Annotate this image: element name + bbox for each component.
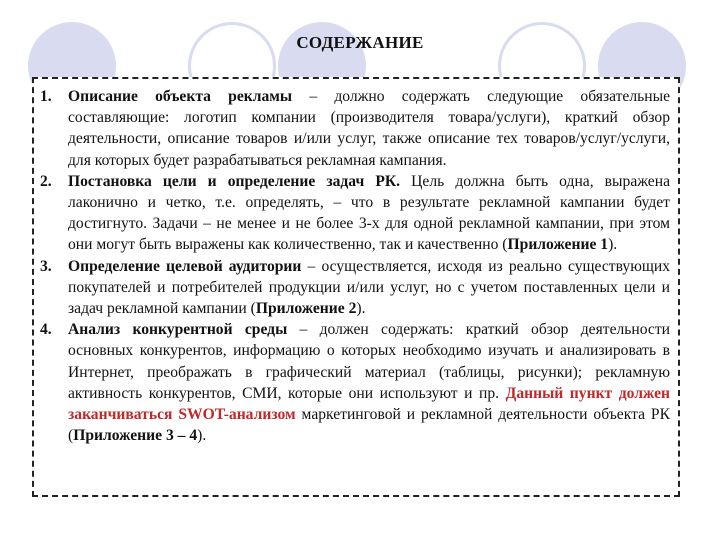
item-heading: Постановка цели и определение задач РК. bbox=[68, 172, 401, 190]
item-tail: ). bbox=[608, 236, 618, 254]
item-text-continued: маркетинговой и рекламной деятельности объекта РК ( bbox=[68, 406, 670, 445]
item-heading: Определение целевой аудитории bbox=[68, 257, 302, 275]
item-tail: ). bbox=[197, 427, 207, 445]
item-number: 3. bbox=[40, 257, 52, 275]
item-text: – должен содержать: краткий обзор деятельности основных конкурентов, информацию о которых необходимо изучать и анализировать в Интернет, преображать в графический материал (таблицы, рисунки); рекламную активность конкурентов, СМИ, которые они используют и пр. bbox=[68, 321, 670, 402]
appendix-ref: Приложение 1 bbox=[507, 236, 609, 254]
item-heading: Описание объекта рекламы bbox=[68, 88, 293, 105]
item-text: – должно содержать следующие обязательные составляющие: логотип компании (производителя товара/услуги), краткий обзор деятельности, описание товаров и/или услуг, также описание тех товаров/услуг/услуги, для которых будет разрабатываться рекламная кампания. bbox=[68, 88, 670, 169]
item-text: – осуществляется, исходя из реально существующих покупателей и потребителей продукции и/или услуг, но с учетом поставленных цели и задач рекламной кампании ( bbox=[68, 257, 670, 318]
item-heading: Анализ конкурентной среды bbox=[68, 321, 288, 339]
list-item bbox=[40, 171, 670, 256]
item-number: 2. bbox=[40, 172, 52, 190]
item-number: 4. bbox=[40, 321, 52, 339]
item-text: Цель должна быть одна, выражена лаконично и четко, т.е. определять, – что в результате рекламной кампании будет достигнуто. Задачи – не менее и не более 3-х для одной рекламной кампании, при этом они могут быть выражены как количественно, так и качественно ( bbox=[68, 172, 670, 254]
list-item bbox=[40, 86, 670, 171]
list-item bbox=[40, 256, 670, 320]
list-item bbox=[40, 319, 670, 446]
contents-list bbox=[40, 86, 670, 446]
page-title: СОДЕРЖАНИЕ bbox=[296, 33, 424, 52]
item-number: 1. bbox=[40, 88, 52, 105]
swot-highlight: Данный пункт должен заканчиваться SWOT-анализом bbox=[68, 384, 670, 424]
appendix-ref: Приложение 3 – 4 bbox=[73, 427, 198, 445]
item-tail: ). bbox=[356, 300, 366, 318]
appendix-ref: Приложение 2 bbox=[255, 300, 357, 318]
